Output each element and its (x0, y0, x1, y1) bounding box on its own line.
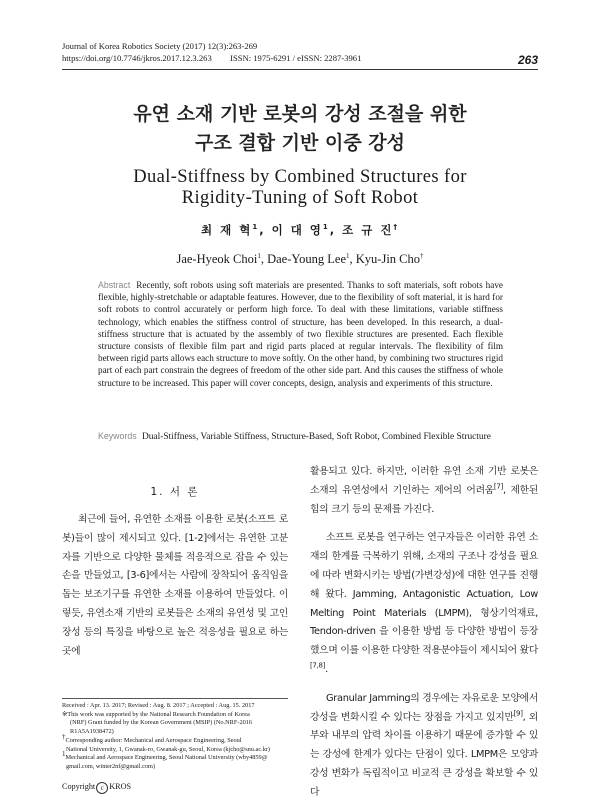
author-separator: , (260, 252, 268, 266)
header-rule (62, 69, 538, 70)
english-title (0, 167, 600, 209)
page-number: 263 (517, 53, 538, 67)
paragraph (310, 463, 538, 519)
english-author-2: Dae-Young Lee (267, 252, 347, 266)
english-author-2-mark: 1 (346, 251, 350, 260)
journal-citation: Journal of Korea Robotics Society (2017) 12(3):263-269 (62, 41, 258, 51)
left-column (62, 511, 288, 661)
received-dates: Received : Apr. 13. 2017; Revised : Aug. 8. 2017 ; Accepted : Aug. 15. 2017 (62, 702, 255, 709)
korean-author-3: 조 규 진 (342, 223, 394, 237)
english-author-1: Jae-Hyeok Choi (176, 252, 258, 266)
korean-author-2: 이 대 영 (271, 223, 323, 237)
affiliation: gmail.com, winter2nf@gmail.com) (66, 763, 156, 771)
korean-author-3-mark: † (393, 223, 400, 232)
keywords-label: Keywords (98, 431, 137, 441)
english-author-1-mark: 1 (257, 251, 261, 260)
funding-note: ※This work was supported by the National Research Foundation of Korea (62, 710, 250, 718)
keywords-text: Dual-Stiffness, Variable Stiffness, Structure-Based, Soft Robot, Combined Flexible Structure (141, 432, 491, 442)
paragraph-text: 활용되고 있다. 하지만, 이러한 유연 소재 기반 로봇은 소재의 유연성에서 기인하는 제어의 어려움 (310, 466, 538, 496)
paragraph: 최근에 들어, 유연한 소재를 이용한 로봇(소프트 로봇)들이 많이 제시되고 있다. [1-2]에서는 유연한 고분자를 기반으로 다양한 물체를 적응적으로 잡을 수 있는 손을 만들었고, [3-6]에서는 사람에 장착되어 움직임을 돕는 보조기구를 유연한 소재를 이용하여 만들었다. 이렇듯, 유연소재 기반의 로봇들은 소재의 유연성 및 고인장성 등의 특징을 바탕으로 높은 적응성을 필요로 하는 곳에 (62, 514, 288, 657)
citation-ref[interactable]: [7,8] (310, 661, 326, 670)
affiliation-text: Mechanical and Aerospace Engineering, Seoul National University (wby4859@ (65, 754, 268, 762)
copyright-line (62, 782, 131, 794)
copyright-org: KROS (109, 782, 132, 791)
paragraph-text: , 외부와 내부의 압력 차이를 이용하기 때문에 증가할 수 있는 강성에 한계가 있다는 단점이 있다. LMPM은 모양과 강성 변화가 독립적이고 비교적 큰 강성을 확보할 수 있다 (310, 711, 538, 798)
paragraph (310, 529, 538, 679)
korean-author-2-mark: 1 (322, 223, 330, 232)
issn: ISSN: 1975-6291 / eISSN: 2287-3961 (230, 53, 362, 63)
author-separator: , (259, 223, 272, 237)
english-author-3-mark: † (420, 251, 424, 260)
author-separator: , (349, 252, 356, 266)
paragraph-text: . (325, 663, 328, 675)
korean-author-1: 최 재 혁 (200, 223, 253, 237)
section-heading: 1. 서 론 (150, 486, 200, 498)
english-title-line1: Dual-Stiffness by Combined Structures for (133, 167, 467, 187)
korean-authors (0, 222, 600, 238)
author-separator: , (329, 223, 343, 237)
korean-author-1-mark: 1 (252, 223, 260, 232)
footnotes (62, 702, 292, 772)
english-authors (0, 252, 600, 267)
funding-note: (NRF) Grant funded by the Korean Government (MSIP) (No.NRF-2016 (70, 719, 253, 727)
footnote-rule (62, 698, 288, 699)
citation-ref[interactable]: [9] (513, 709, 523, 718)
copyright-icon (96, 782, 108, 794)
paragraph-text: Granular Jamming의 경우에는 자유로운 모양에서 강성을 변화시킬 수 있다는 장점을 가지고 있지만 (310, 692, 538, 723)
funding-note: R1A5A1938472) (70, 728, 114, 736)
affiliation (62, 750, 292, 763)
keywords (98, 430, 508, 443)
paragraph (310, 690, 538, 803)
affiliation-mark: 1 (62, 750, 66, 759)
english-title-line2: Rigidity-Tuning of Soft Robot (181, 188, 419, 208)
korean-title-line2: 구조 결합 기반 이중 강성 (195, 132, 405, 154)
paragraph-text: , 제한된 힘의 크기 등의 문제를 가진다. (310, 484, 538, 515)
abstract (98, 279, 503, 389)
doi[interactable]: https://doi.org/10.7746/jkros.2017.12.3.263 (62, 53, 212, 63)
abstract-label: Abstract (98, 280, 131, 290)
doi-issn-line (62, 52, 361, 64)
korean-title-line1: 유연 소재 기반 로봇의 강성 조절을 위한 (133, 103, 467, 125)
corresponding-mark: † (62, 732, 66, 741)
abstract-text: Recently, soft robots using soft materials are presented. Thanks to soft materials, soft robots have flexible, highly-stretchable or adaptable features. However, due to the flexibility of soft material, it is hard for soft robots to control accurately or perform high force. To deal with these limitations, variable stiffness technology, which enables the stiffness control of structure, has been developed. In this research, a dual-stiffness structure that is actuated by the assembly of two flexible structures are presented. Each flexible structure consists of flexible film part and rigid parts placed at regular intervals. The flexibility of film between rigid parts allows each structure to move softly. On the other hand, by combining two structures rigid part of each part constrain the degrees of freedom of the other side part. And this causes the stiffness of whole structure to be increased. This paper will cover concepts, design, analysis and experiments of this structure. (98, 280, 503, 388)
copyright-text: Copyright (62, 782, 96, 791)
citation-ref[interactable]: [7] (493, 482, 503, 491)
right-column (310, 463, 538, 803)
corresponding-text: Corresponding author: Mechanical and Aerospace Engineering, Seoul (65, 736, 242, 744)
corresponding-author: National University, 1, Gwanak-ro, Gwanak-gu, Seoul, Korea (kjcho@snu.ac.kr) (66, 745, 271, 753)
copyright-symbol: c (100, 784, 104, 792)
paragraph-text: 소프트 로봇을 연구하는 연구자들은 이러한 유연 소재의 한계를 극복하기 위해, 소재의 구조나 강성을 필요에 따라 변화시키는 방법(가변강성)에 대한 연구를 진행해 왔다. Jamming, Antagonistic Actuation, Low Melting Point Materials (LMPM), 형상기억재료, Tendon-driven 을 이용한 방법 등 다양한 방법이 등장했으며 이를 이용한 다양한 적용분야들이 제시되어 왔다 (310, 532, 538, 657)
korean-title (0, 100, 600, 158)
journal-header (62, 40, 361, 64)
english-author-3: Kyu-Jin Cho (355, 252, 421, 266)
